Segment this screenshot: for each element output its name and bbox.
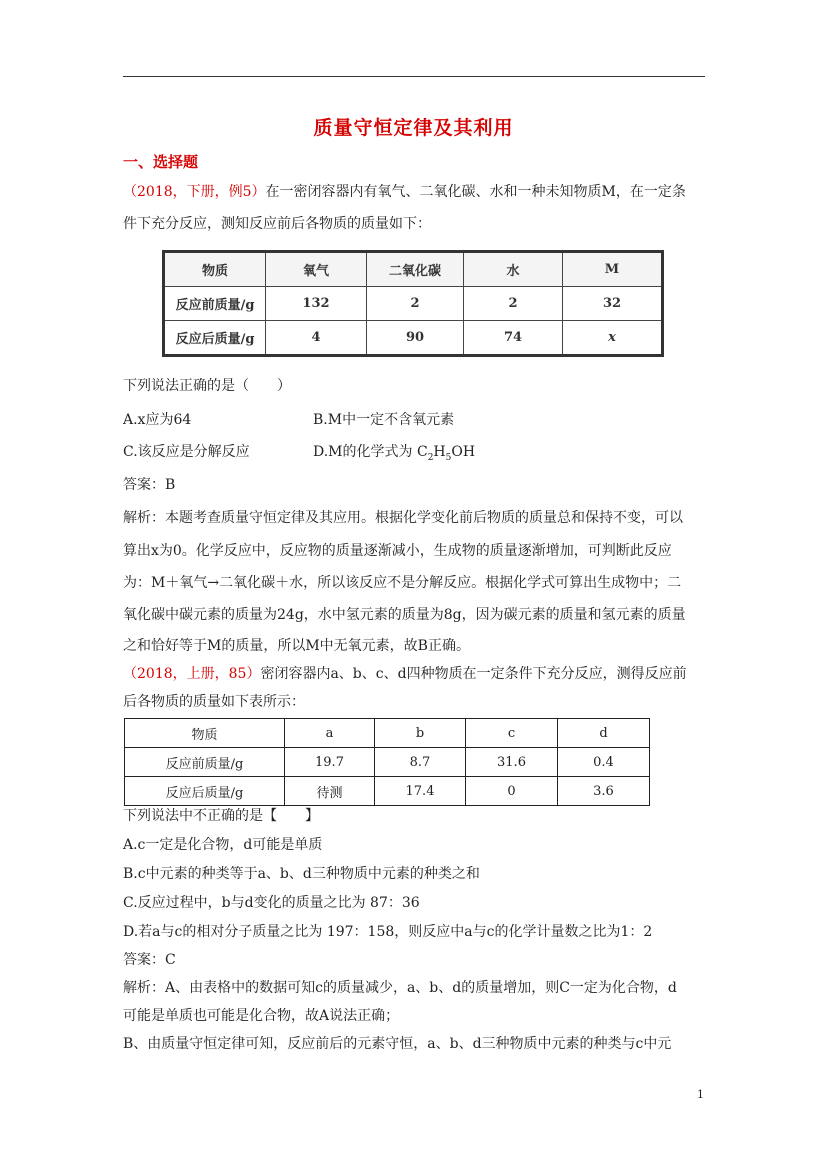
table-cell: 待测	[285, 777, 375, 806]
table-cell: 3.6	[558, 777, 650, 806]
table-cell: 物质	[125, 719, 285, 748]
table-cell: c	[466, 719, 558, 748]
table-cell: d	[558, 719, 650, 748]
table-cell: 19.7	[285, 748, 375, 777]
table-cell: 8.7	[375, 748, 466, 777]
table-cell: 132	[266, 287, 367, 321]
table-cell: 74	[464, 321, 563, 356]
q1-option-c: C.该反应是分解反应	[123, 444, 250, 460]
q1-table	[162, 250, 664, 357]
q1-analysis-line: 之和恰好等于M的质量，所以M中无氧元素，故B正确。	[123, 638, 470, 654]
q1-option-b: B.M中一定不含氧元素	[313, 412, 455, 428]
q2-option-d: D.若a与c的相对分子质量之比为 197：158，则反应中a与c的化学计量数之比为1：2	[123, 924, 653, 940]
q1-option-d-text: OH	[451, 444, 476, 460]
q2-answer: 答案：C	[123, 952, 176, 968]
formula-subscript: 2	[427, 452, 434, 463]
q1-stem-line-1	[123, 182, 686, 202]
q2-stem-line-1	[123, 664, 687, 684]
table-cell: 氧气	[266, 252, 367, 287]
table-cell: 水	[464, 252, 563, 287]
table-cell: 90	[367, 321, 464, 356]
q1-analysis-line: 为：M＋氧气→二氧化碳＋水，所以该反应不是分解反应。根据化学式可算出生成物中；二	[123, 575, 682, 591]
table-cell: 2	[464, 287, 563, 321]
q2-prompt: 下列说法中不正确的是【 】	[123, 808, 319, 824]
table-cell: a	[285, 719, 375, 748]
q1-answer: 答案：B	[123, 477, 176, 493]
table-cell: M	[563, 252, 663, 287]
table-cell: 32	[563, 287, 663, 321]
q1-analysis-line: 算出x为0。化学反应中，反应物的质量逐渐减小，生成物的质量逐渐增加，可判断此反应	[123, 543, 672, 559]
q2-stem-text-1: 密闭容器内a、b、c、d四种物质在一定条件下充分反应，测得反应前	[260, 666, 687, 682]
q1-option-d-text: D.M的化学式为 C	[313, 444, 428, 460]
q2-stem-line-2: 后各物质的质量如下表所示：	[123, 694, 305, 710]
table-cell: 反应前质量/g	[125, 748, 285, 777]
q2-option-a: A.c一定是化合物，d可能是单质	[123, 837, 323, 853]
q2-option-c: C.反应过程中，b与d变化的质量之比为 87：36	[123, 895, 420, 911]
table-cell: 反应后质量/g	[125, 777, 285, 806]
table-cell: 4	[266, 321, 367, 356]
table-cell: 反应前质量/g	[164, 287, 266, 321]
table-header-row	[125, 719, 650, 748]
q2-analysis-line: 解析：A、由表格中的数据可知c的质量减少，a、b、d的质量增加，则C一定为化合物，d	[123, 980, 677, 996]
q1-option-d-text: H	[433, 444, 446, 460]
q1-option-d	[313, 442, 475, 468]
table-cell: 0	[466, 777, 558, 806]
table-cell: 31.6	[466, 748, 558, 777]
table-header-row	[164, 252, 663, 287]
q1-stem-text-1: 在一密闭容器内有氧气、二氧化碳、水和一种未知物质M，在一定条	[265, 184, 686, 200]
table-cell: 2	[367, 287, 464, 321]
page-title: 质量守恒定律及其利用	[313, 117, 514, 139]
q2-analysis-line: 可能是单质也可能是化合物，故A说法正确；	[123, 1008, 400, 1024]
table-row	[164, 321, 663, 356]
table-cell: b	[375, 719, 466, 748]
q2-source: （2018，上册，85）	[123, 666, 261, 682]
q1-analysis-line: 解析：本题考查质量守恒定律及其应用。根据化学变化前后物质的质量总和保持不变，可以	[123, 510, 683, 526]
page-number: 1	[697, 1088, 704, 1101]
table-row	[125, 777, 650, 806]
table-row	[164, 287, 663, 321]
q2-option-b: B.c中元素的种类等于a、b、d三种物质中元素的种类之和	[123, 866, 480, 882]
table-cell: 二氧化碳	[367, 252, 464, 287]
table-cell: 反应后质量/g	[164, 321, 266, 356]
table-row	[125, 748, 650, 777]
formula-subscript: 5	[445, 452, 452, 463]
q1-options-row-2	[123, 442, 703, 462]
q1-options-row-1	[123, 410, 703, 430]
table-cell: x	[563, 321, 663, 356]
table-cell: 17.4	[375, 777, 466, 806]
q2-table	[124, 718, 650, 806]
q2-analysis-line: B、由质量守恒定律可知，反应前后的元素守恒，a、b、d三种物质中元素的种类与c中元	[123, 1036, 672, 1052]
header-rule	[123, 76, 705, 77]
table-cell: 0.4	[558, 748, 650, 777]
q1-prompt: 下列说法正确的是（ ）	[123, 378, 291, 394]
q1-stem-line-2: 件下充分反应，测知反应前后各物质的质量如下：	[123, 216, 431, 232]
q1-source: （2018，下册，例5）	[123, 184, 266, 200]
q1-analysis-line: 氧化碳中碳元素的质量为24g，水中氢元素的质量为8g，因为碳元素的质量和氢元素的质量	[123, 607, 686, 623]
q1-option-a: A.x应为64	[123, 412, 192, 428]
section-heading: 一、选择题	[123, 153, 199, 171]
table-cell: 物质	[164, 252, 266, 287]
